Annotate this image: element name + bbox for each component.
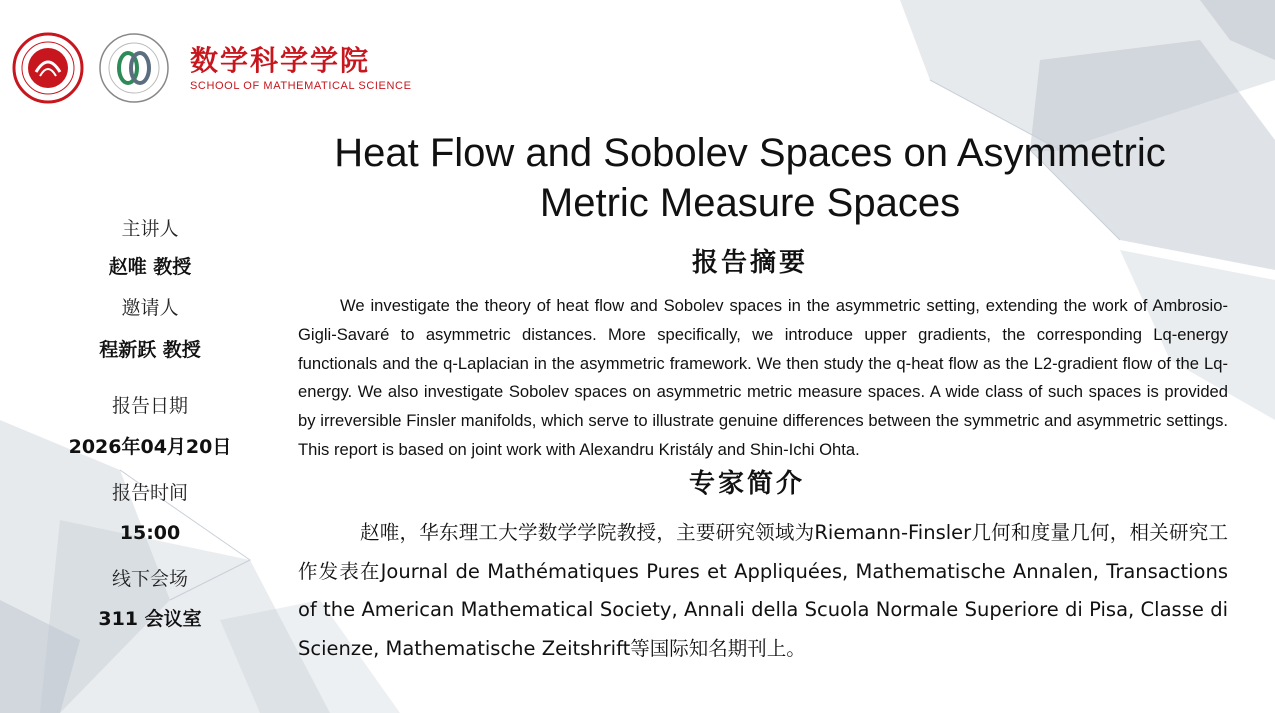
date-label: 报告日期	[111, 395, 188, 417]
time-label: 报告时间	[111, 482, 188, 504]
inviter-name: 程新跃 教授	[99, 339, 201, 361]
university-logo	[12, 32, 84, 104]
abstract-text: We investigate the theory of heat flow and Sobolev spaces in the asymmetric setting, extending the work of Ambrosio-Gigli-Savaré to asymmetric distances. More specifically, we introduce upper gradients, the corresponding Lq-energy functionals and the q-Laplacian in the asymmetric framework. We then study the q-heat flow as the L2-gradient flow of the Lq-energy. We also investigate Sobolev spaces on asymmetric metric measure spaces. A wide class of such spaces is provided by irreversible Finsler manifolds, which serve to illustrate genuine differences between the symmetric and asymmetric settings. This report is based on joint work with Alexandru Kristály and Shin-Ichi Ohta.	[298, 296, 1228, 459]
lecture-time: 15:00	[119, 522, 181, 544]
school-logo	[98, 32, 170, 104]
lecture-date: 2026年04月20日	[68, 436, 232, 458]
abstract-heading: 报告摘要	[691, 248, 808, 278]
lecture-title: Heat Flow and Sobolev Spaces on Asymmetric Metric Measure Spaces	[334, 131, 1166, 225]
header	[12, 30, 412, 106]
bio-text: 赵唯，华东理工大学数学学院教授，主要研究领域为Riemann-Finsler几何和度量几何，相关研究工作发表在Journal de Mathématiques Pures et Appliquées, Mathematische Annalen, Transactions of the American Mathematical Society, Annali della Scuola Normale Superiore di Pisa, Classe di Scienze, Mathematische Zeitshrift等国际知名期刊上。	[298, 521, 1228, 660]
speaker-label: 主讲人	[121, 218, 179, 240]
school-name	[190, 44, 412, 92]
school-name-en: SCHOOL OF MATHEMATICAL SCIENCE	[190, 80, 412, 92]
bio-heading: 专家简介	[688, 469, 805, 499]
speaker-name: 赵唯 教授	[108, 256, 192, 278]
venue-label: 线下会场	[111, 568, 188, 590]
inviter-label: 邀请人	[121, 297, 179, 319]
school-name-cn: 数学科学学院	[190, 44, 371, 77]
lecture-venue: 311 会议室	[98, 608, 202, 630]
lecture-info-sidebar	[55, 212, 245, 632]
